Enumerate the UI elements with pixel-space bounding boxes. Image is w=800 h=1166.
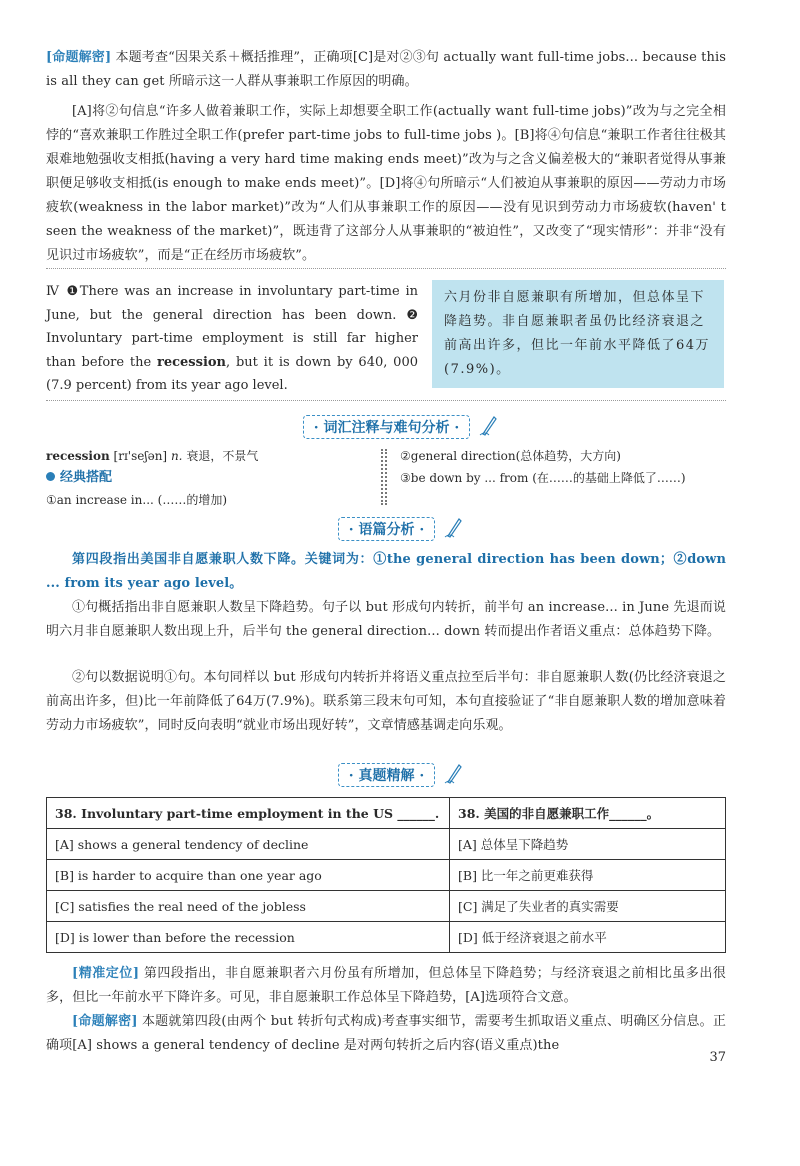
pen-icon <box>479 414 497 440</box>
option-row-d <box>47 922 726 953</box>
divider <box>46 268 726 269</box>
question-stem-en: 38. Involuntary part-time employment in the US ______. <box>47 798 450 829</box>
vocab-section-header <box>0 414 800 440</box>
sentence-1: There was an increase in involuntary part-time in June, but the general direction has been down. <box>46 284 418 323</box>
sentence-marker-1: ❶ <box>66 284 80 299</box>
option-d-en: [D] is lower than before the recession <box>47 922 450 953</box>
option-row-a <box>47 829 726 860</box>
option-a-en: [A] shows a general tendency of decline <box>47 829 450 860</box>
bullet-icon <box>46 472 55 481</box>
locate-tag: [精准定位] <box>72 966 140 981</box>
divider <box>46 400 726 401</box>
analysis-lead: 第四段指出美国非自愿兼职人数下降。关键词为：①the general direction has been down；②down ... from its year ago level。 <box>46 552 726 591</box>
decode-text-bottom: 本题就第四段(由两个 but 转折句式构成)考查事实细节，需要考生抓取语义重点、明确区分信息。正确项[A] shows a general tendency of decline 是对两句转折之后内容(语义重点)the <box>46 1014 726 1053</box>
vocab-pos: n. <box>170 449 183 463</box>
option-c-en: [C] satisfies the real need of the jobless <box>47 891 450 922</box>
option-c-cn: [C] 满足了失业者的真实需要 <box>450 891 726 922</box>
collocation-item-3: ③be down by ... from (在……的基础上降低了……) <box>400 471 686 485</box>
option-row-c <box>47 891 726 922</box>
decode-paragraph-top <box>46 46 726 94</box>
decode-text: 本题考查“因果关系＋概括推理”，正确项[C]是对②③句 actually want full-time jobs... because this is all they can get 所暗示这一人群从事兼职工作原因的明确。 <box>46 50 726 89</box>
sentence-2a: Involuntary part-time employment is still far higher than before the <box>46 331 418 370</box>
pen-icon <box>444 762 462 788</box>
options-analysis-paragraph: [A]将②句信息“许多人做着兼职工作，实际上却想要全职工作(actually want full-time jobs)”改为与之完全相悖的“喜欢兼职工作胜过全职工作(prefer part-time jobs to full-time jobs )。[B]将④句信息“兼职工作者往往极其艰难地勉强收支相抵(having a very hard time making ends meet)”改为与之含义偏差极大的“兼职者觉得从事兼职便足够收支相抵(is enough to make ends meet)”。[D]将④句所暗示“人们被迫从事兼职的原因——劳动力市场疲软(weakness in the labor market)”改为“人们从事兼职工作的原因——没有见识到劳动力市场疲软(haven' t seen the weakness of the market)”，既违背了这部分人从事兼职的“被迫性”，又改变了“现实情形”：并非“没有见识过市场疲软”，而是“正在经历市场疲软”。 <box>46 104 726 263</box>
vocab-right <box>400 445 730 489</box>
question-stem-row <box>47 798 726 829</box>
collocation-item-2: ②general direction(总体趋势，大方向) <box>400 449 621 463</box>
option-row-b <box>47 860 726 891</box>
vocab-phonetic: [rɪ'seʃən] <box>113 449 168 463</box>
vocab-word: recession <box>46 449 110 463</box>
decode-tag-bottom: [命题解密] <box>72 1014 138 1029</box>
decode-paragraph-bottom <box>46 1010 726 1058</box>
passage-english <box>46 280 418 398</box>
option-b-cn: [B] 比一年之前更难获得 <box>450 860 726 891</box>
vocab-meaning: 衰退，不景气 <box>186 449 259 463</box>
locate-paragraph <box>46 962 726 1010</box>
pen-icon <box>444 516 462 542</box>
collocation-item-1: ①an increase in... (……的增加) <box>46 493 227 507</box>
option-d-cn: [D] 低于经济衰退之前水平 <box>450 922 726 953</box>
option-a-cn: [A] 总体呈下降趋势 <box>450 829 726 860</box>
vocab-entry <box>46 445 376 467</box>
sentence-marker-2: ❷ <box>406 307 418 323</box>
sentence-2b: , but it is down by 640, 000 (7.9 percent) from its year ago level. <box>46 354 418 393</box>
keyword-recession: recession <box>157 354 227 370</box>
analysis-section-header <box>0 516 800 542</box>
vocab-left <box>46 445 376 511</box>
analysis-paragraph-1: ①句概括指出非自愿兼职人数呈下降趋势。句子以 but 形成句内转折，前半句 an increase... in June 先退而说明六月非自愿兼职人数出现上升，后半句 the general direction... down 转而提出作者语义重点：总体趋势下降。 <box>46 600 726 639</box>
question-stem-cn: 38. 美国的非自愿兼职工作______。 <box>450 798 726 829</box>
passage-label: Ⅳ <box>46 284 61 299</box>
option-b-en: [B] is harder to acquire than one year ago <box>47 860 450 891</box>
collocation-heading: 经典搭配 <box>46 467 376 489</box>
chain-separator-icon <box>381 449 387 505</box>
question-section-title: · 真题精解 · <box>338 763 436 787</box>
page-number: 37 <box>709 1050 726 1065</box>
passage-translation: 六月份非自愿兼职有所增加，但总体呈下降趋势。非自愿兼职者虽仍比经济衰退之前高出许多，但比一年前水平降低了64万(7.9%)。 <box>432 280 724 388</box>
analysis-paragraph-2: ②句以数据说明①句。本句同样以 but 形成句内转折并将语义重点拉至后半句：非自愿兼职人数(仍比经济衰退之前高出许多，但)比一年前降低了64万(7.9%)。联系第三段末句可知，本句直接验证了“非自愿兼职人数的增加意味着劳动力市场疲软”，同时反向表明“就业市场出现好转”，文章情感基调走向乐观。 <box>46 670 726 733</box>
decode-tag: [命题解密] <box>46 50 112 65</box>
locate-text: 第四段指出，非自愿兼职者六月份虽有所增加，但总体呈下降趋势；与经济衰退之前相比虽多出很多，但比一年前水平下降许多。可见，非自愿兼职工作总体呈下降趋势，[A]选项符合文意。 <box>46 966 726 1005</box>
vocab-section-title: · 词汇注释与难句分析 · <box>303 415 471 439</box>
question-section-header <box>0 762 800 788</box>
question-table <box>46 797 726 953</box>
analysis-section-title: · 语篇分析 · <box>338 517 436 541</box>
